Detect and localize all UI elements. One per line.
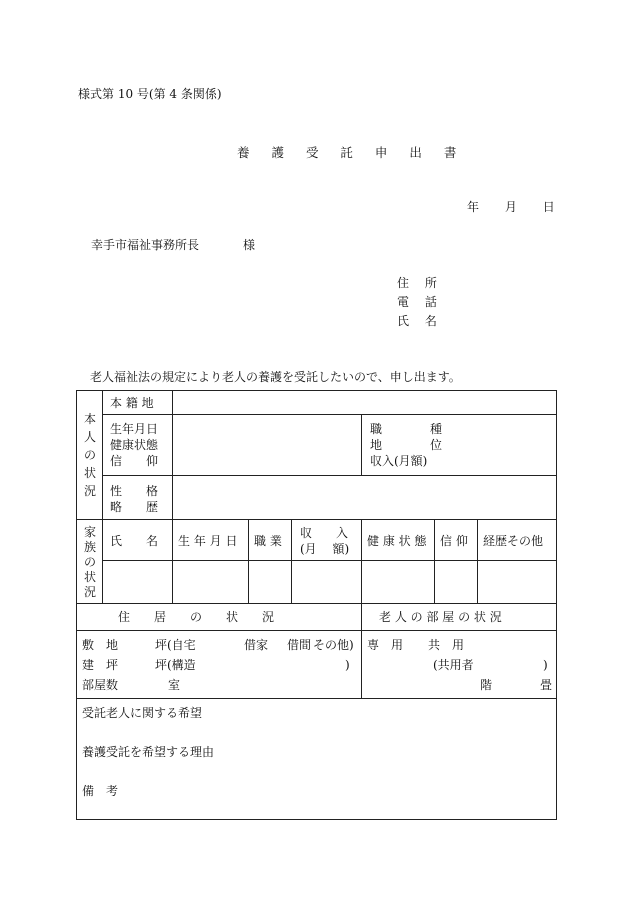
site-rented-house: 借家 <box>244 638 269 652</box>
applicant-phone-label: 電 話 <box>397 295 443 309</box>
notes-label: 備 考 <box>82 784 119 798</box>
family-col-income-monthly: (月 額) <box>300 542 350 556</box>
applicant-name-label: 氏 名 <box>397 314 443 328</box>
site-tsubo-own: 坪(自宅 <box>155 638 196 652</box>
floor-area-structure: 坪(構造 <box>155 658 196 672</box>
housing-header: 住 居 の 状 況 <box>118 610 275 624</box>
intro-text: 老人福祉法の規定により老人の養護を受託したいので、申し出ます。 <box>90 370 461 384</box>
room-shared: 共 用 <box>428 638 465 652</box>
document-title: 養 護 受 託 申 出 書 <box>237 145 466 160</box>
applicant-address-label: 住 所 <box>397 276 443 290</box>
room-count-unit: 室 <box>168 678 181 692</box>
occupation-label: 職 種 <box>370 422 443 436</box>
room-floor: 階 <box>480 678 493 692</box>
form-number: 様式第 10 号(第 4 条関係) <box>78 87 222 101</box>
family-col-history-other: 経歴その他 <box>483 534 544 548</box>
family-col-name: 氏 名 <box>110 534 159 548</box>
addressee-suffix: 様 <box>243 238 256 252</box>
birthdate-label: 生年月日 <box>110 422 159 436</box>
position-label: 地 位 <box>370 438 443 452</box>
family-status-side-label: 家 族 の 状 況 <box>83 525 96 599</box>
date-day: 日 <box>542 200 555 214</box>
site-other: その他) <box>313 638 354 652</box>
room-private: 専 用 <box>367 638 404 652</box>
family-col-health: 健 康 状 態 <box>367 534 427 548</box>
self-status-side-label: 本 人 の 状 況 <box>83 412 96 498</box>
family-col-birthdate: 生 年 月 日 <box>178 534 238 548</box>
character-label: 性 格 <box>110 484 159 498</box>
room-shared-with-close: ) <box>543 658 548 672</box>
site-label: 敷 地 <box>82 638 119 652</box>
income-label: 収入(月額) <box>370 454 428 468</box>
room-tatami: 畳 <box>540 678 553 692</box>
floor-area-label: 建 坪 <box>82 658 119 672</box>
health-label: 健康状態 <box>110 438 159 452</box>
family-col-occupation: 職 業 <box>254 534 282 548</box>
date-month: 月 <box>504 200 517 214</box>
room-shared-with: (共用者 <box>433 658 474 672</box>
domicile-label: 本 籍 地 <box>110 396 154 410</box>
site-rented-room: 借間 <box>287 638 312 652</box>
floor-area-paren-close: ) <box>345 658 350 672</box>
history-label: 略 歴 <box>110 500 159 514</box>
hope-label: 受託老人に関する希望 <box>82 706 203 720</box>
elder-room-header: 老 人 の 部 屋 の 状 況 <box>379 610 502 624</box>
date-year: 年 <box>467 200 480 214</box>
family-col-income: 収 入 <box>300 526 349 540</box>
family-col-faith: 信 仰 <box>440 534 468 548</box>
reason-label: 養護受託を希望する理由 <box>82 745 215 759</box>
room-count-label: 部屋数 <box>82 678 119 692</box>
addressee: 幸手市福祉事務所長 <box>91 238 200 252</box>
faith-label: 信 仰 <box>110 454 159 468</box>
